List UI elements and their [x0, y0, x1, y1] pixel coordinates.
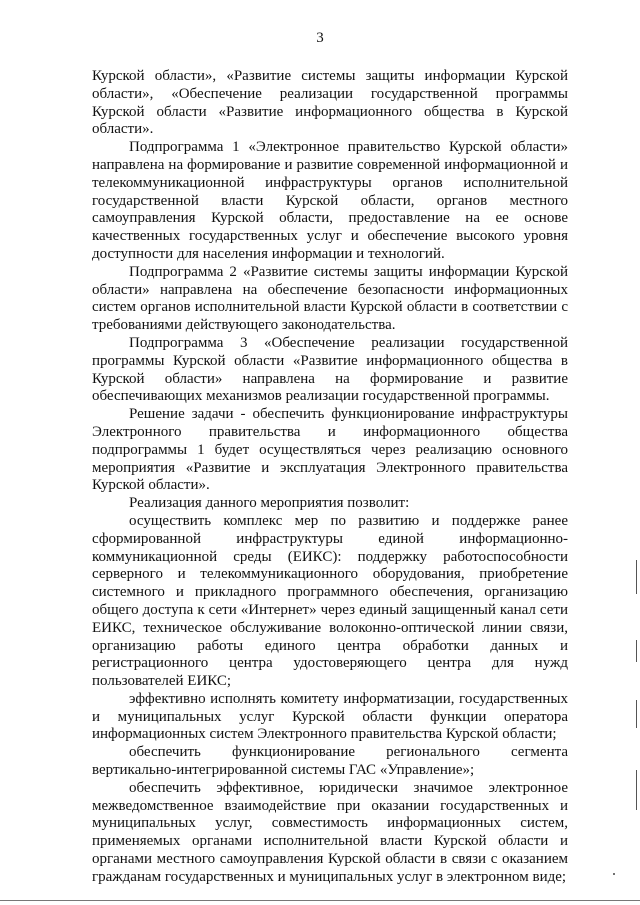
paragraph: осуществить комплекс мер по развитию и поддержке ранее сформированной инфраструктуры единой информационно-коммуникационной среды (ЕИКС): поддержку работоспособности серверного и телекоммуникационного оборудования, приобретение системного и прикладного программного обеспечения, организацию общего доступа к сети «Интернет» через единый защищенный канал сети ЕИКС, техническое обслуживание волоконно-оптической линии связи, организацию работы единого центра обработки данных и регистрационного центра удостоверяющего центра для нужд пользователей ЕИКС; — [92, 512, 568, 690]
scan-edge-mark — [636, 700, 637, 728]
scan-edge-mark — [636, 640, 637, 662]
scan-bottom-edge — [0, 900, 640, 901]
scan-dot — [613, 873, 615, 875]
paragraph: Подпрограмма 2 «Развитие системы защиты информации Курской области» направлена на обеспечение безопасности информационных систем органов исполнительной власти Курской области в соответствии с требованиями действующего законодательства. — [92, 263, 568, 334]
paragraph: обеспечить эффективное, юридически значимое электронное межведомственное взаимодействие при оказании государственных и муниципальных услуг, совместимость информационных систем, применяемых органами исполнительной власти Курской области и органами местного самоуправления Курской области в связи с оказанием гражданам государственных и муниципальных услуг в электронном виде; — [92, 779, 568, 885]
paragraph: Курской области», «Развитие системы защиты информации Курской области», «Обеспечение реализации государственной программы Курской области «Развитие информационного общества в Курской области». — [92, 68, 568, 138]
scan-edge-mark — [636, 560, 637, 594]
paragraph: Подпрограмма 1 «Электронное правительство Курской области» направлена на формирование и развитие современной информационной и телекоммуникационной инфраструктуры органов исполнительной государственной власти Курской области, органов местного самоуправления Курской области, предоставление на ее основе качественных государственных услуг и обеспечение высокого уровня доступности для населения информации и технологий. — [92, 139, 568, 262]
paragraph: Подпрограмма 3 «Обеспечение реализации государственной программы Курской области «Развитие информационного общества в Курской области» направлена на формирование и развитие обеспечивающих механизмов реализации государственной программы. — [92, 334, 568, 405]
page-number: 3 — [316, 30, 324, 46]
paragraph: эффективно исполнять комитету информатизации, государственных и муниципальных услуг Курской области функции оператора информационных систем Электронного правительства Курской области; — [92, 690, 568, 743]
scan-edge-mark — [636, 770, 637, 810]
paragraph: Реализация данного мероприятия позволит: — [129, 495, 410, 512]
body-text — [92, 68, 568, 887]
paragraph: обеспечить функционирование регионального сегмента вертикально-интегрированной системы ГАС «Управление»; — [92, 744, 568, 779]
paragraph: Решение задачи - обеспечить функционирование инфраструктуры Электронного правительства и информационного общества подпрограммы 1 будет осуществляться через реализацию основного мероприятия «Развитие и эксплуатация Электронного правительства Курской области». — [92, 406, 568, 494]
